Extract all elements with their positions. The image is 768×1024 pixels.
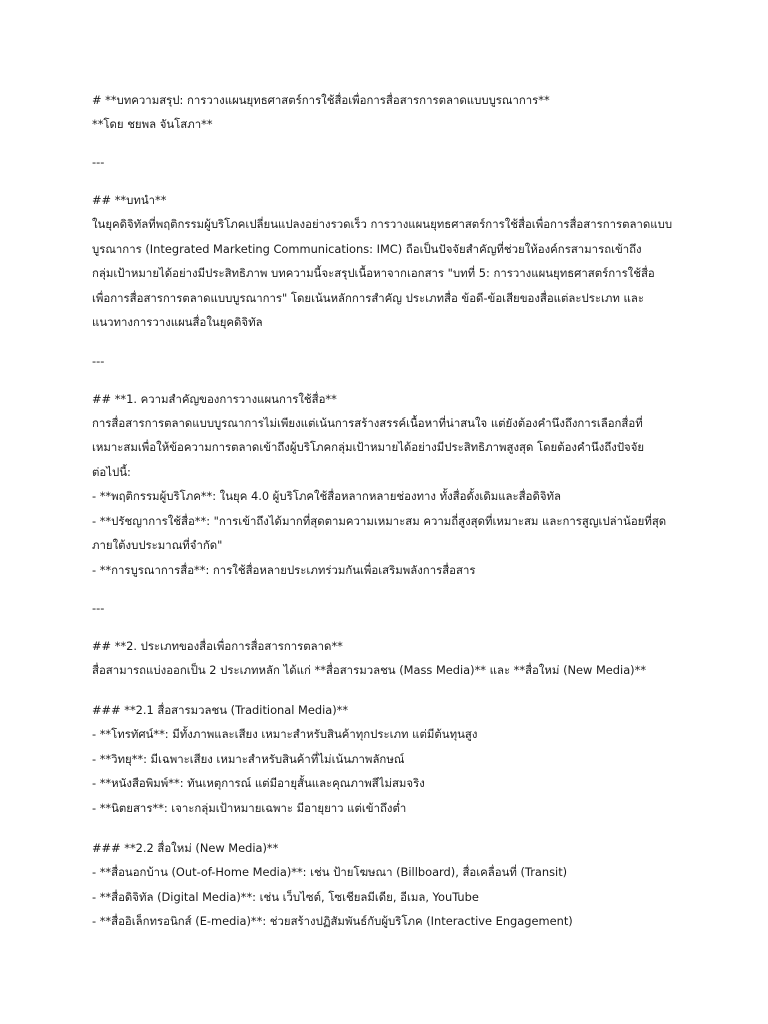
section1-heading: ## **1. ความสำคัญของการวางแผนการใช้สื่อ** — [92, 391, 337, 406]
section1-paragraph — [92, 411, 692, 583]
separator: --- — [92, 353, 105, 368]
document-page — [92, 88, 692, 934]
paragraph-line: เหมาะสมเพื่อให้ข้อความการตลาดเข้าถึงผู้บริโภคกลุ่มเป้าหมายได้อย่างมีประสิทธิภาพสูงสุด โดยต้องคำนึงถึงปัจจัย — [92, 440, 645, 454]
subsection-heading: ### **2.1 สื่อสารมวลชน (Traditional Media)** — [92, 703, 349, 717]
list-item: - **สื่ออิเล็กทรอนิกส์ (E-media)**: ช่วยสร้างปฏิสัมพันธ์กับผู้บริโภค (Interactive Engagement) — [92, 914, 573, 928]
intro-heading: ## **บทนำ** — [92, 193, 167, 207]
intro-paragraph — [92, 212, 692, 335]
list-item: - **พฤติกรรมผู้บริโภค**: ในยุค 4.0 ผู้บริโภคใช้สื่อหลากหลายช่องทาง ทั้งสื่อดั้งเดิมและสื่อดิจิทัล — [92, 489, 562, 503]
document-title: # **บทความสรุป: การวางแผนยุทธศาสตร์การใช้สื่อเพื่อการสื่อสารการตลาดแบบบูรณาการ** — [92, 93, 550, 107]
list-item: - **โทรทัศน์**: มีทั้งภาพและเสียง เหมาะสำหรับสินค้าทุกประเภท แต่มีต้นทุนสูง — [92, 727, 478, 741]
subsection-heading: ### **2.2 สื่อใหม่ (New Media)** — [92, 841, 279, 855]
paragraph-line: ต่อไปนี้: — [92, 464, 131, 479]
paragraph-line: เพื่อการสื่อสารการตลาดแบบบูรณาการ" โดยเน้นหลักการสำคัญ ประเภทสื่อ ข้อดี-ข้อเสียของสื่อแต่ละประเภท และ — [92, 290, 644, 305]
separator: --- — [92, 155, 105, 169]
traditional-media-list — [92, 722, 692, 820]
section2-heading: ## **2. ประเภทของสื่อเพื่อการสื่อสารการตลาด** — [92, 639, 343, 653]
separator: --- — [92, 601, 105, 615]
new-media-list — [92, 860, 692, 934]
paragraph-line: ในยุคดิจิทัลที่พฤติกรรมผู้บริโภคเปลี่ยนแปลงอย่างรวดเร็ว การวางแผนยุทธศาสตร์การใช้สื่อเพื่อการสื่อสารการตลาดแบบ — [92, 217, 673, 231]
paragraph-line: การสื่อสารการตลาดแบบบูรณาการไม่เพียงแต่เน้นการสร้างสรรค์เนื้อหาที่น่าสนใจ แต่ยังต้องคำนึงถึงการเลือกสื่อที่ — [92, 415, 643, 430]
list-item: - **วิทยุ**: มีเฉพาะเสียง เหมาะสำหรับสินค้าที่ไม่เน้นภาพลักษณ์ — [92, 751, 405, 766]
section2-intro: สื่อสามารถแบ่งออกเป็น 2 ประเภทหลัก ได้แก่ **สื่อสารมวลชน (Mass Media)** และ **สื่อใหม่ (New Media)** — [92, 663, 647, 677]
paragraph-line: บูรณาการ (Integrated Marketing Communications: IMC) ถือเป็นปัจจัยสำคัญที่ช่วยให้องค์กรสามารถเข้าถึง — [92, 241, 642, 256]
list-item: - **การบูรณาการสื่อ**: การใช้สื่อหลายประเภทร่วมกันเพื่อเสริมพลังการสื่อสาร — [92, 562, 476, 577]
list-item: - **สื่อนอกบ้าน (Out-of-Home Media)**: เช่น ป้ายโฆษณา (Billboard), สื่อเคลื่อนที่ (Transit) — [92, 865, 568, 879]
list-item: ภายใต้งบประมาณที่จำกัด" — [92, 538, 223, 552]
list-item: - **นิตยสาร**: เจาะกลุ่มเป้าหมายเฉพาะ มีอายุยาว แต่เข้าถึงต่ำ — [92, 800, 407, 815]
document-author: **โดย ชยพล จันโสภา** — [92, 117, 213, 131]
list-item: - **หนังสือพิมพ์**: ทันเหตุการณ์ แต่มีอายุสั้นและคุณภาพสีไม่สมจริง — [92, 776, 425, 790]
list-item: - **สื่อดิจิทัล (Digital Media)**: เช่น เว็บไซต์, โซเชียลมีเดีย, อีเมล, YouTube — [92, 889, 479, 904]
paragraph-line: กลุ่มเป้าหมายได้อย่างมีประสิทธิภาพ บทความนี้จะสรุปเนื้อหาจากเอกสาร "บทที่ 5: การวางแผนยุทธศาสตร์การใช้สื่อ — [92, 266, 655, 280]
paragraph-line: แนวทางการวางแผนสื่อในยุคดิจิทัล — [92, 315, 263, 329]
list-item: - **ปรัชญาการใช้สื่อ**: "การเข้าถึงได้มากที่สุดตามความเหมาะสม ความถี่สูงสุดที่เหมาะสม และการสูญเปล่าน้อยที่สุด — [92, 513, 667, 528]
